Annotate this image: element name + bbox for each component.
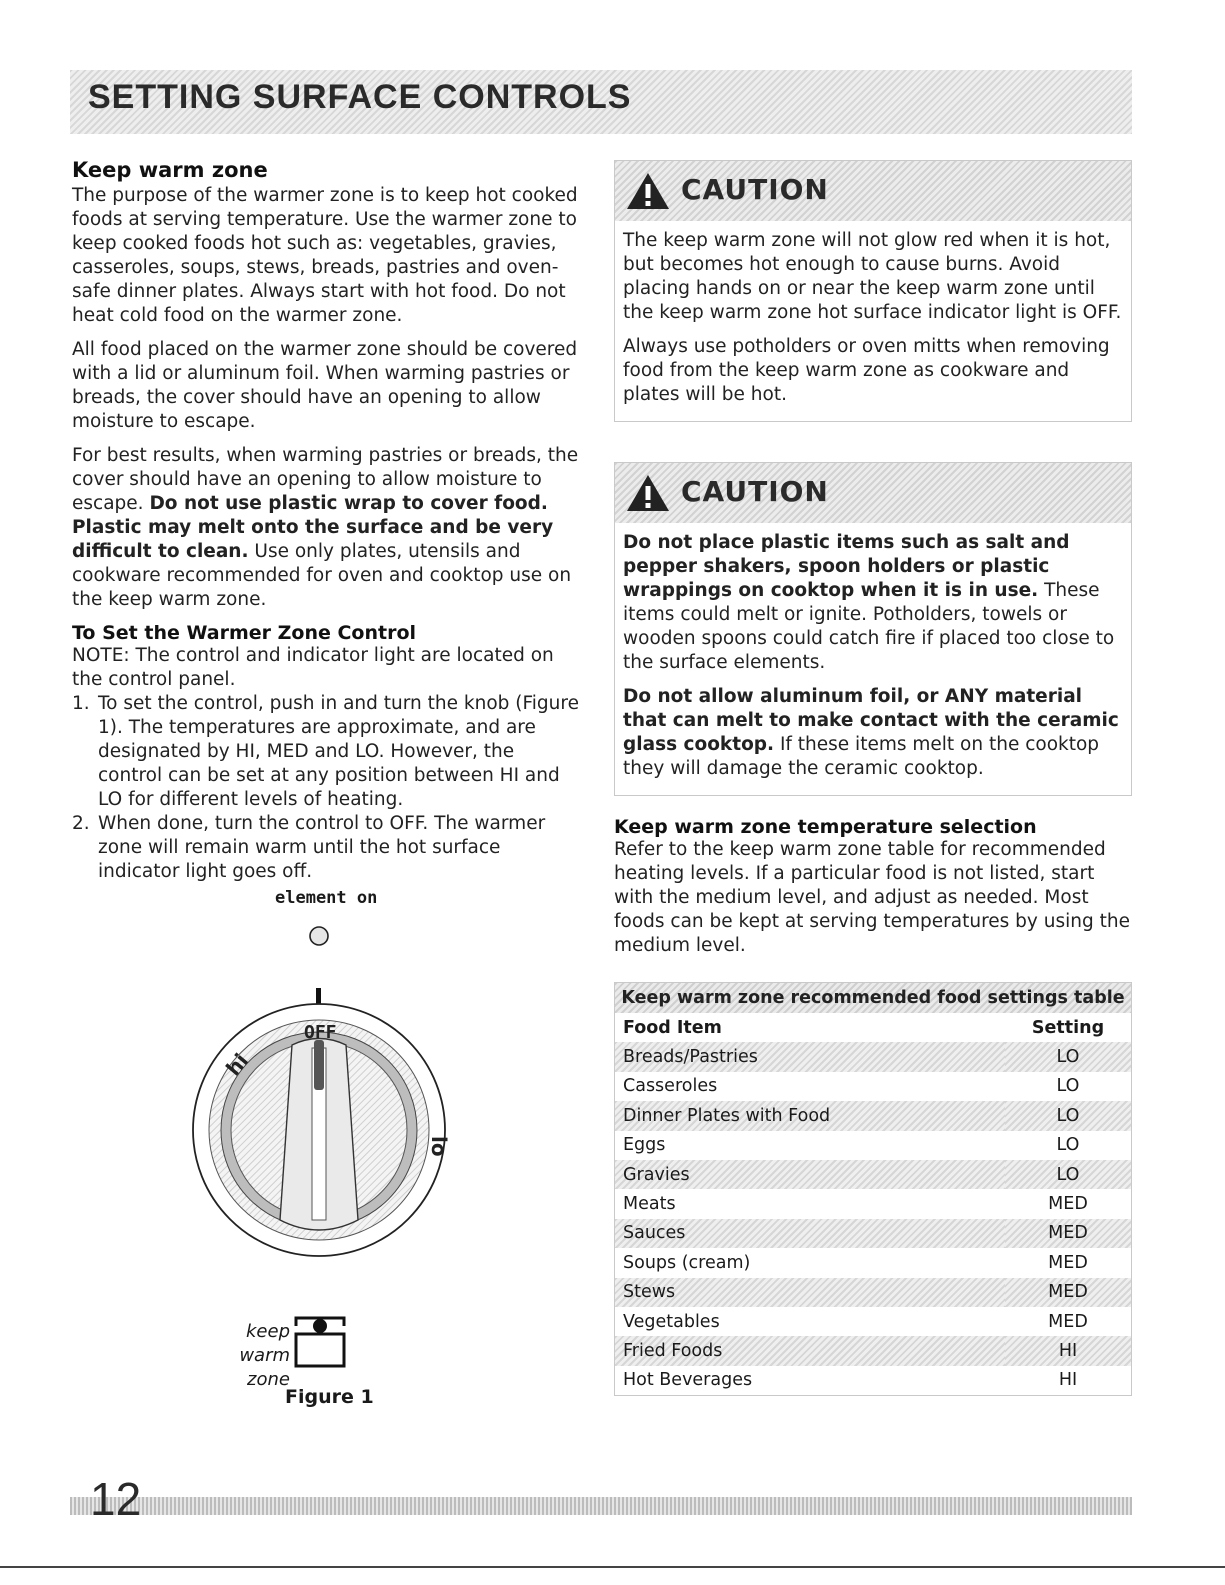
foil-text: If these items melt on the cooktop they will damage the ceramic cooktop. <box>623 734 1100 779</box>
food-cell: Hot Beverages <box>623 1370 753 1391</box>
setting-cell: LO <box>1056 1135 1080 1156</box>
warning-icon <box>625 171 671 211</box>
step-text: To set the control, push in and turn the knob (Figure 1). The temperatures are approximate, and are designated by HI, MED and LO. However, the control can be set at any position between HI and LO for different levels of heating. <box>98 693 579 810</box>
set-control-heading: To Set the Warmer Zone Control <box>72 622 417 644</box>
setting-cell: LO <box>1056 1076 1080 1097</box>
food-cell: Vegetables <box>623 1311 720 1332</box>
plastic-warning: Do not use plastic wrap to cover food. Plastic may melt onto the surface and be very difficult to clean. <box>72 493 554 562</box>
setting-cell: LO <box>1005 1160 1131 1189</box>
caution-paragraph <box>623 531 1123 675</box>
table-row <box>615 1336 1131 1365</box>
caution-body <box>615 523 1131 795</box>
hi-label: hi <box>221 1048 254 1081</box>
table-row <box>615 1131 1131 1160</box>
best-results-end: Use only plates, utensils and cookware recommended for oven and cooktop use on the keep warm zone. <box>72 541 572 610</box>
cover-paragraph: All food placed on the warmer zone should be covered with a lid or aluminum foil. When warming pastries or breads, the cover should have an opening to allow moisture to escape. <box>72 339 578 432</box>
warning-icon <box>625 473 671 513</box>
keep-warm-label <box>200 1320 290 1392</box>
best-results-text: For best results, when warming pastries or breads, the cover should have an opening to allow moisture to escape. <box>72 445 579 514</box>
page-number: 12 <box>90 1473 142 1525</box>
bottom-rule <box>0 1566 1225 1568</box>
page-title: SETTING SURFACE CONTROLS <box>88 78 632 116</box>
food-cell: Sauces <box>615 1219 1005 1248</box>
indicator-light-icon <box>310 927 328 945</box>
table-row <box>615 1307 1131 1336</box>
note-paragraph: NOTE: The control and indicator light are located on the control panel. <box>72 645 554 690</box>
food-cell: Casseroles <box>623 1076 718 1097</box>
element-on-label: element on <box>275 888 378 908</box>
table-row <box>615 1366 1131 1395</box>
table-row <box>615 1278 1131 1307</box>
caution-header <box>615 161 1131 221</box>
caution-paragraph: The keep warm zone will not glow red when it is hot, but becomes hot enough to cause burns. Avoid placing hands on or near the keep warm zone until the keep warm zone hot surface indicator light is OFF. <box>623 230 1122 323</box>
caution-box-2 <box>614 462 1132 796</box>
setting-cell: HI <box>1058 1370 1078 1391</box>
food-column-header: Food Item <box>623 1017 722 1038</box>
table-row <box>615 1101 1131 1130</box>
table-row <box>615 1072 1131 1101</box>
food-cell: Dinner Plates with Food <box>615 1101 1005 1130</box>
food-cell: Stews <box>615 1278 1005 1307</box>
caution-paragraph <box>623 685 1123 781</box>
table-row <box>615 1160 1131 1189</box>
food-cell: Gravies <box>615 1160 1005 1189</box>
step-text: When done, turn the control to OFF. The warmer zone will remain warm until the hot surface indicator light goes off. <box>98 813 546 882</box>
food-cell: Soups (cream) <box>623 1252 751 1273</box>
keep-warm-line2: zone <box>247 1369 290 1390</box>
right-column <box>614 160 1132 1396</box>
caution-title: CAUTION <box>681 173 829 206</box>
keep-warm-line1: keep warm <box>239 1321 290 1366</box>
intro-paragraph: The purpose of the warmer zone is to keep hot cooked foods at serving temperature. Use the warmer zone to keep cooked foods hot such as: vegetables, gravies, casseroles, soups, stews, breads, pastries and oven-safe dinner plates. Always start with hot food. Do not heat cold food on the warmer zone. <box>72 185 578 326</box>
food-cell: Meats <box>623 1194 676 1215</box>
setting-cell: LO <box>1005 1101 1131 1130</box>
caution-title: CAUTION <box>681 475 829 508</box>
table-header-row <box>615 1013 1131 1042</box>
left-column <box>72 158 584 884</box>
table-row <box>615 1248 1131 1277</box>
selection-paragraph: Refer to the keep warm zone table for recommended heating levels. If a particular food is not listed, start with the medium level, and adjust as needed. Most foods can be kept at serving temperatures by using the medium level. <box>614 839 1130 956</box>
selection-heading: Keep warm zone temperature selection <box>614 816 1037 838</box>
setting-cell: MED <box>1048 1311 1088 1332</box>
list-item <box>72 812 584 884</box>
settings-table <box>615 1013 1131 1395</box>
figure-1 <box>180 880 480 1410</box>
off-label: OFF <box>304 1022 337 1043</box>
table-row <box>615 1042 1131 1071</box>
lo-label: lo <box>427 1136 451 1157</box>
table-row <box>615 1189 1131 1218</box>
setting-cell: LO <box>1005 1042 1131 1071</box>
setting-cell: HI <box>1005 1336 1131 1365</box>
plastic-items-warning: Do not place plastic items such as salt and pepper shakers, spoon holders or plastic wrappings on cooktop when it is in use. <box>623 532 1070 601</box>
setting-cell: MED <box>1005 1278 1131 1307</box>
section-banner <box>70 70 1132 134</box>
setting-column-header: Setting <box>1031 1017 1105 1038</box>
step-number: 1. <box>72 693 90 714</box>
caution-header <box>615 463 1131 523</box>
control-knob-illustration <box>180 880 480 1320</box>
figure-caption: Figure 1 <box>285 1386 374 1408</box>
best-results-paragraph <box>72 444 584 612</box>
table-title: Keep warm zone recommended food settings table <box>615 983 1131 1013</box>
keep-warm-zone-icon <box>292 1312 352 1372</box>
setting-cell: MED <box>1005 1219 1131 1248</box>
caution-box-1 <box>614 160 1132 422</box>
plastic-items-text: These items could melt or ignite. Potholders, towels or wooden spoons could catch fire if placed too close to the surface elements. <box>623 580 1115 673</box>
footer-bar <box>70 1497 1132 1515</box>
food-cell: Fried Foods <box>615 1336 1005 1365</box>
steps-list <box>72 692 584 884</box>
setting-cell: MED <box>1048 1194 1088 1215</box>
food-settings-table <box>614 982 1132 1396</box>
table-row <box>615 1219 1131 1248</box>
caution-body <box>615 221 1131 421</box>
list-item <box>72 692 584 812</box>
caution-paragraph: Always use potholders or oven mitts when removing food from the keep warm zone as cookware and plates will be hot. <box>623 336 1110 405</box>
food-cell: Breads/Pastries <box>615 1042 1005 1071</box>
food-cell: Eggs <box>623 1135 666 1156</box>
keep-warm-heading: Keep warm zone <box>72 158 268 182</box>
foil-warning: Do not allow aluminum foil, or ANY material that can melt to make contact with the ceramic glass cooktop. <box>623 686 1119 755</box>
setting-cell: MED <box>1048 1252 1088 1273</box>
step-number: 2. <box>72 813 90 834</box>
